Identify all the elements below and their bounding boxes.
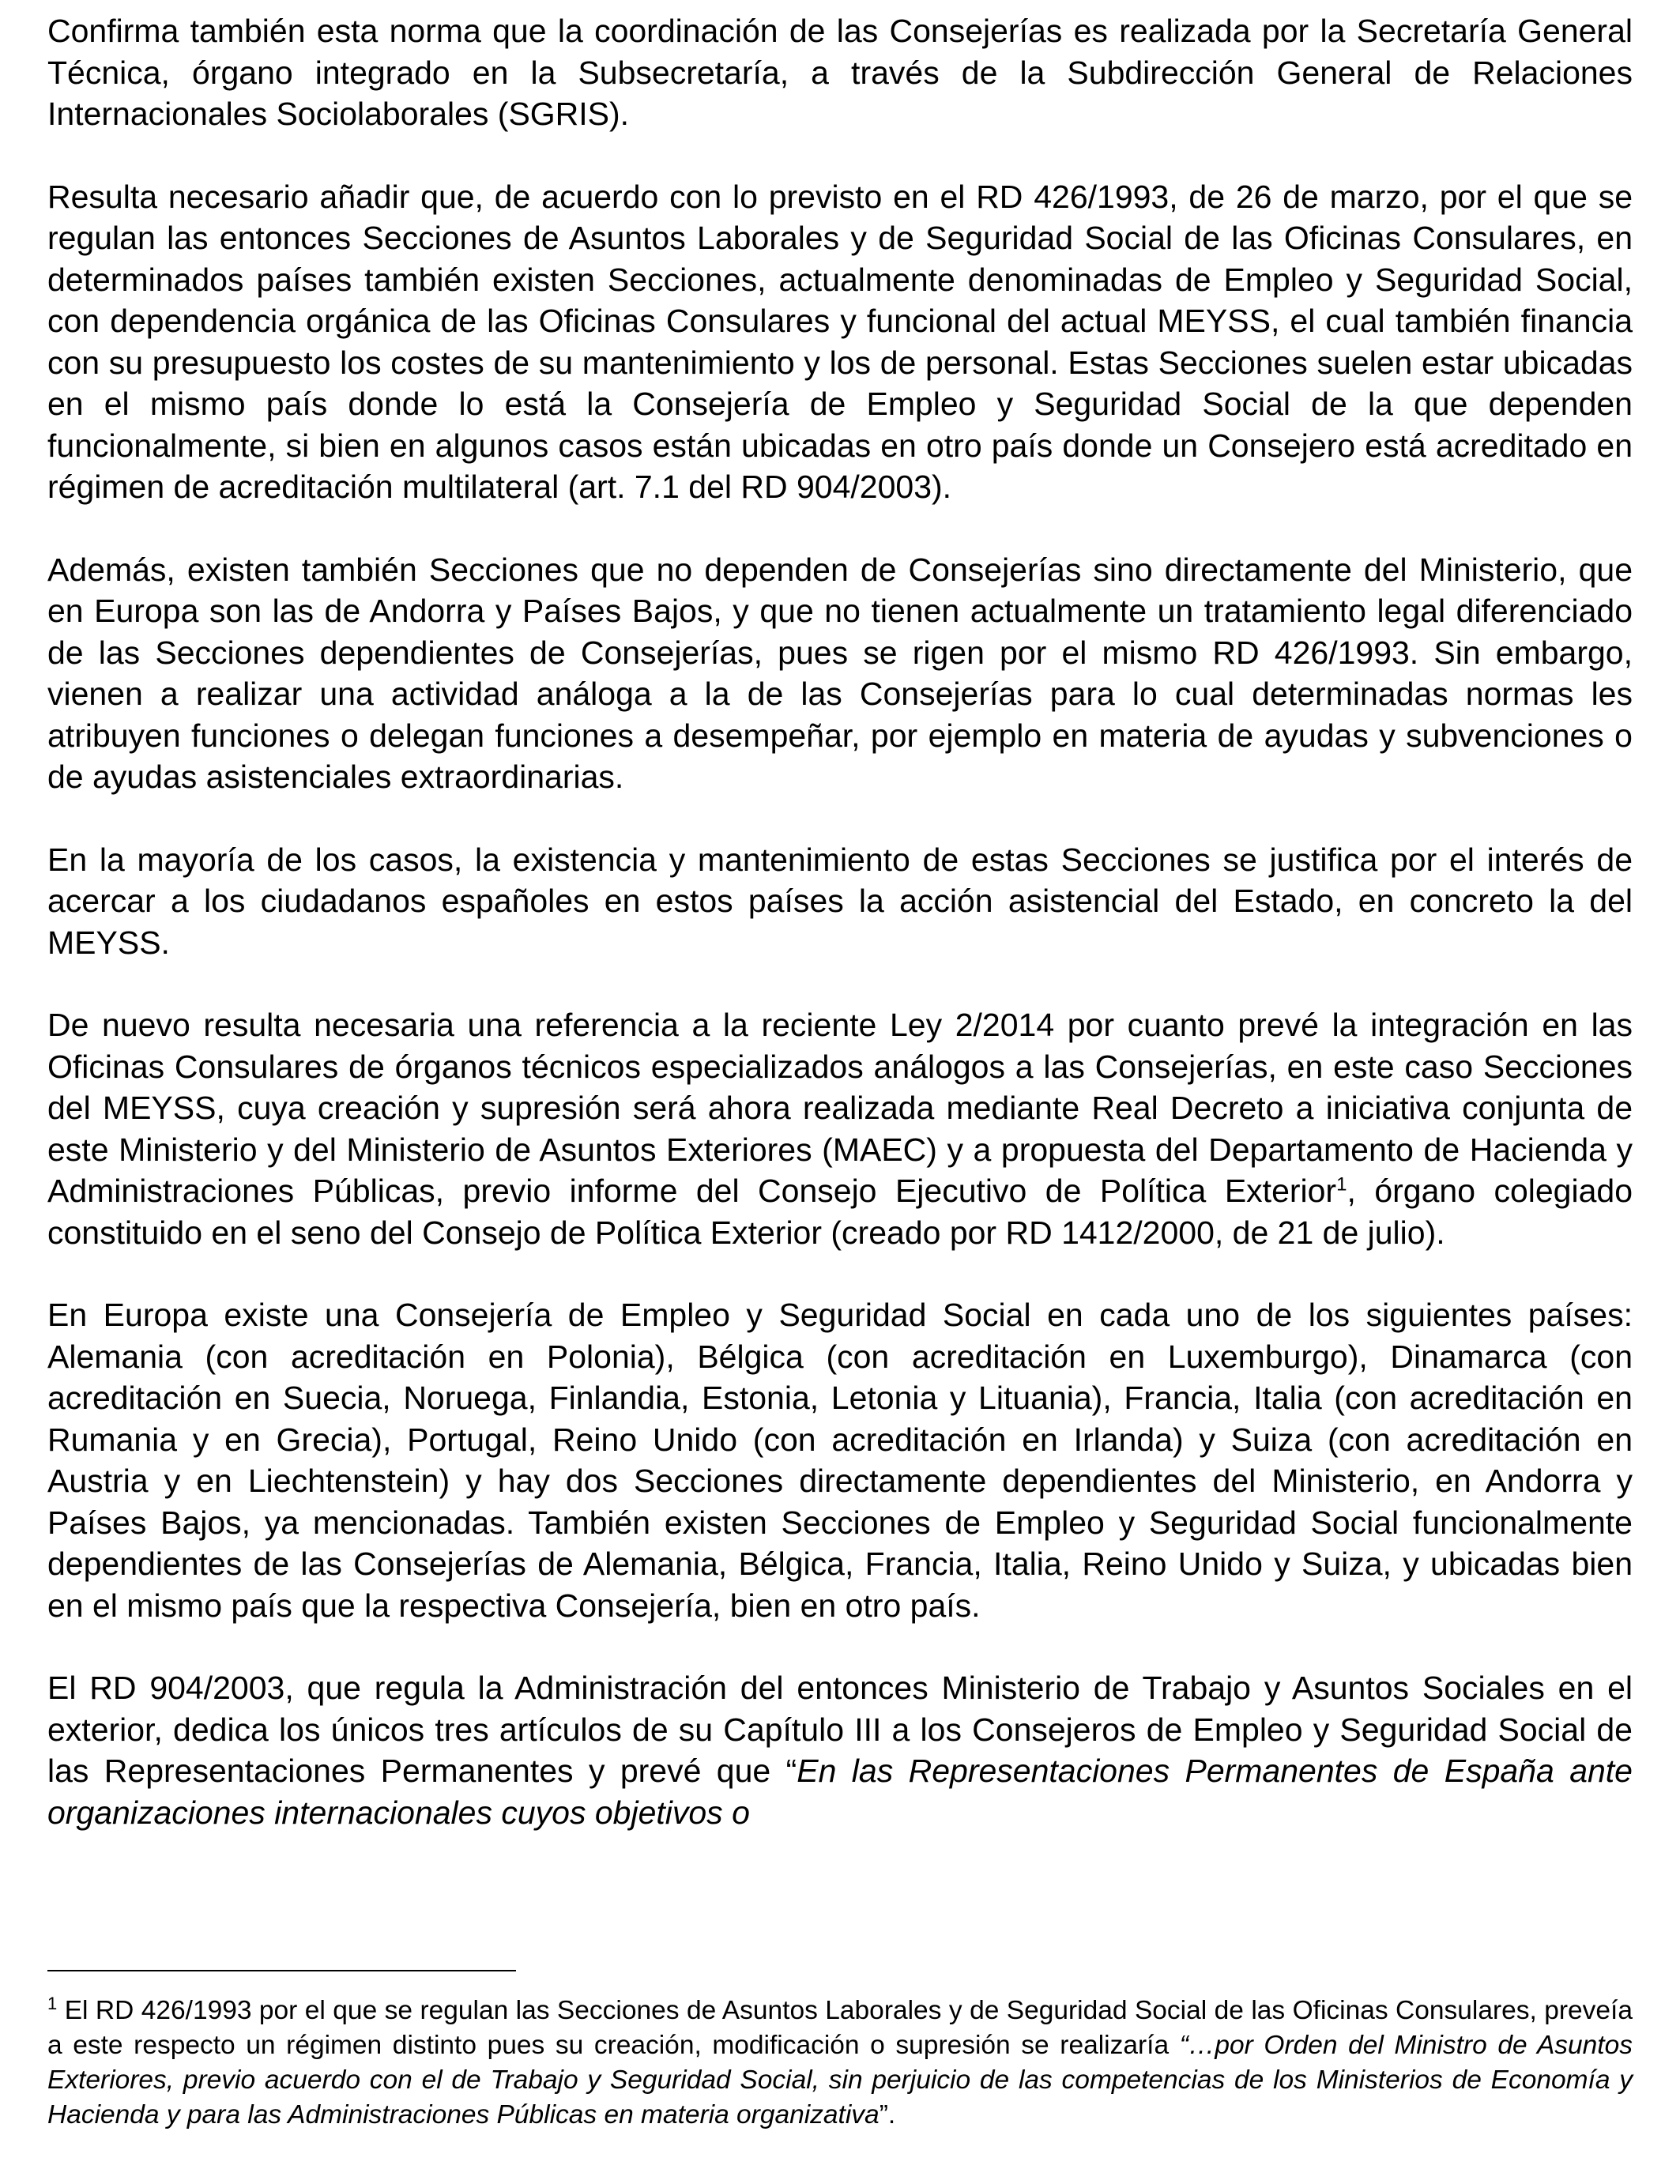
footnote	[47, 1994, 1633, 2133]
footnote-quote: “…por Orden del Ministro de Asuntos Exteriores, previo acuerdo con el de Trabajo y Seguridad Social, sin perjuicio de las competencias de los Ministerios de Economía y Hacienda y para las Administraciones Públicas en materia organizativa	[47, 2031, 1633, 2129]
footnote-reference[interactable]: 1	[1336, 1173, 1347, 1196]
paragraph-ley-text-a: De nuevo resulta necesaria una referencia a la reciente Ley 2/2014 por cuanto prevé la integración en las Oficinas Consulares de órganos técnicos especializados análogos a las Consejerías, en este caso Secciones del MEYSS, cuya creación y supresión será ahora realizada mediante Real Decreto a iniciativa conjunta de este Ministerio y del Ministerio de Asuntos Exteriores (MAEC) y a propuesta del Departamento de Hacienda y Administraciones Públicas, previo informe del Consejo Ejecutivo de Política Exterior	[47, 1007, 1633, 1209]
paragraph-rd904-text: El RD 904/2003, que regula la Administración del entonces Ministerio de Trabajo y Asuntos Sociales en el exterior, dedica los únicos tres artículos de su Capítulo III a los Consejeros de Empleo y Seguridad Social de las Representaciones Permanentes y prevé que “	[47, 1670, 1633, 1789]
paragraph-consejerias-europa: En Europa existe una Consejería de Empleo y Seguridad Social en cada uno de los siguientes países: Alemania (con acreditación en Polonia), Bélgica (con acreditación en Luxemburgo), Dinamarca (con acreditación en Suecia, Noruega, Finlandia, Estonia, Letonia y Lituania), Francia, Italia (con acreditación en Rumania y en Grecia), Portugal, Reino Unido (con acreditación en Irlanda) y Suiza (con acreditación en Austria y en Liechtenstein) y hay dos Secciones directamente dependientes del Ministerio, en Andorra y Países Bajos, ya mencionadas. También existen Secciones de Empleo y Seguridad Social funcionalmente dependientes de las Consejerías de Alemania, Bélgica, Francia, Italia, Reino Unido y Suiza, y ubicadas bien en el mismo país que la respectiva Consejería, bien en otro país.	[47, 1297, 1633, 1624]
footnote-separator	[47, 1970, 516, 1971]
paragraph-coordinacion: Confirma también esta norma que la coordinación de las Consejerías es realizada por la Secretaría General Técnica, órgano integrado en la Subsecretaría, a través de la Subdirección General de Relaciones Internacionales Sociolaborales (SGRIS).	[47, 13, 1633, 132]
paragraph-justificacion: En la mayoría de los casos, la existencia y mantenimiento de estas Secciones se justifica por el interés de acercar a los ciudadanos españoles en estos países la acción asistencial del Estado, en concreto la del MEYSS.	[47, 841, 1633, 961]
paragraph-ley-2-2014	[47, 1004, 1633, 1253]
paragraph-secciones-ministerio: Además, existen también Secciones que no dependen de Consejerías sino directamente del Ministerio, que en Europa son las de Andorra y Países Bajos, y que no tienen actualmente un tratamiento legal diferenciado de las Secciones dependientes de Consejerías, pues se rigen por el mismo RD 426/1993. Sin embargo, vienen a realizar una actividad análoga a la de las Consejerías para lo cual determinadas normas les atribuyen funciones o delegan funciones a desempeñar, por ejemplo en materia de ayudas y subvenciones o de ayudas asistenciales extraordinarias.	[47, 551, 1633, 795]
paragraph-rd904-quote: En las Representaciones Permanentes de España ante organizaciones internacionales cuyos objetivos o	[47, 1753, 1633, 1831]
paragraph-rd-904-2003	[47, 1667, 1633, 1833]
footnote-closing: ”.	[879, 2100, 896, 2129]
footnote-text: El RD 426/1993 por el que se regulan las Secciones de Asuntos Laborales y de Seguridad Social de las Oficinas Consulares, preveía a este respecto un régimen distinto pues su creación, modificación o supresión se realizaría	[47, 1996, 1633, 2060]
paragraph-ley-text-b: , órgano colegiado constituido en el seno del Consejo de Política Exterior (creado por RD 1412/2000, de 21 de julio).	[47, 1173, 1633, 1251]
footnote-number: 1	[47, 1993, 58, 2013]
document-page	[47, 0, 1633, 1833]
paragraph-secciones-rd426: Resulta necesario añadir que, de acuerdo con lo previsto en el RD 426/1993, de 26 de marzo, por el que se regulan las entonces Secciones de Asuntos Laborales y de Seguridad Social de las Oficinas Consulares, en determinados países también existen Secciones, actualmente denominadas de Empleo y Seguridad Social, con dependencia orgánica de las Oficinas Consulares y funcional del actual MEYSS, el cual también financia con su presupuesto los costes de su mantenimiento y los de personal. Estas Secciones suelen estar ubicadas en el mismo país donde lo está la Consejería de Empleo y Seguridad Social de la que dependen funcionalmente, si bien en algunos casos están ubicadas en otro país donde un Consejero está acreditado en régimen de acreditación multilateral (art. 7.1 del RD 904/2003).	[47, 178, 1633, 505]
